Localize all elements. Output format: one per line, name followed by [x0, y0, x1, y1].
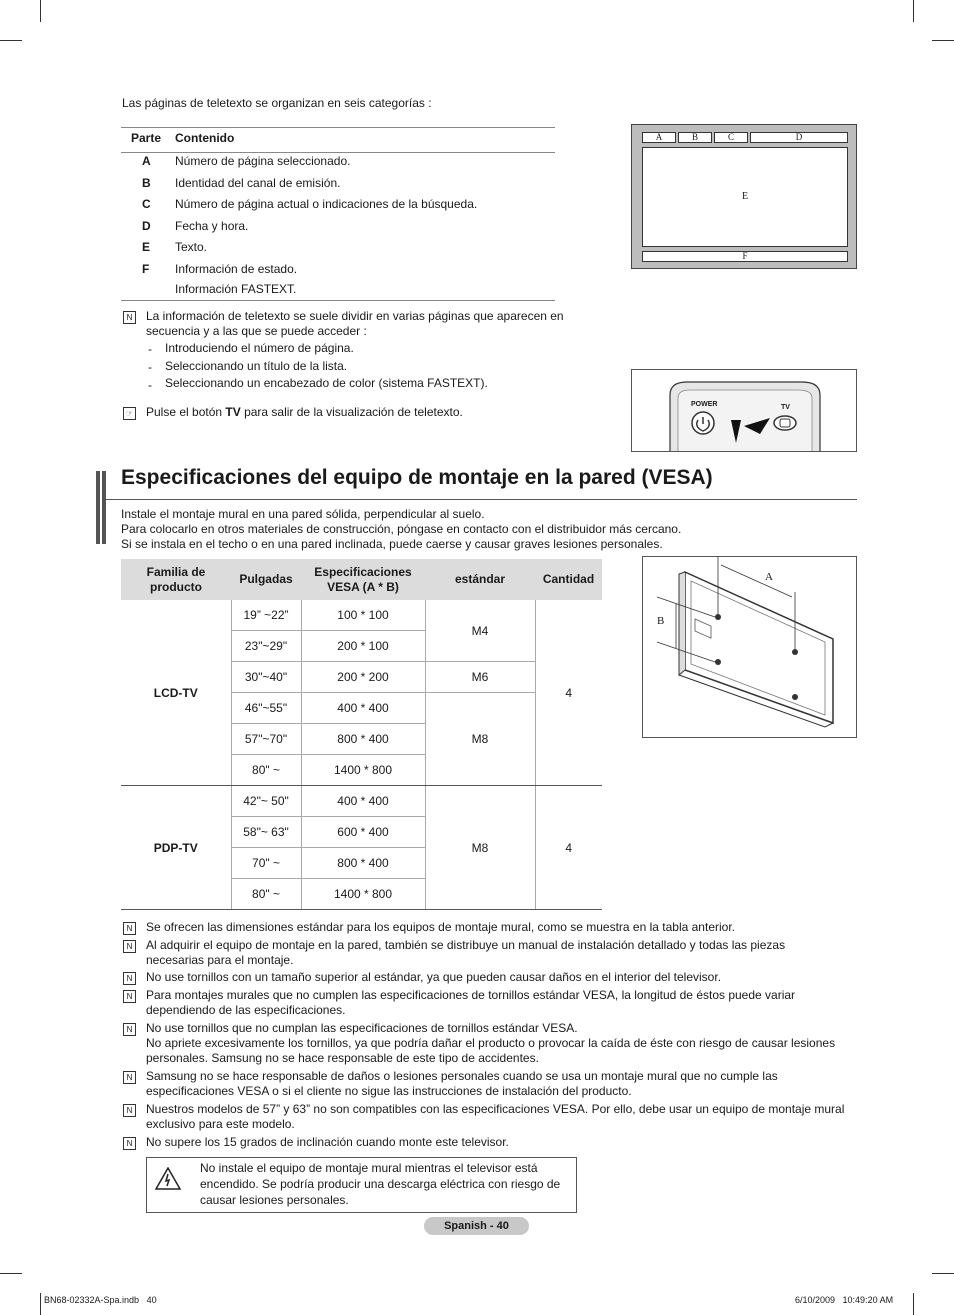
col-spec: Especificaciones VESA (A * B) — [301, 559, 425, 600]
tv-button-label: TV — [781, 404, 790, 411]
power-button-label: POWER — [691, 401, 718, 408]
table-row: 58"~ 63" 600 * 400 — [121, 817, 602, 848]
section-bar — [102, 471, 106, 544]
col-quantity: Cantidad — [535, 559, 602, 600]
exit-teletext-note: Pulse el botón TV para salir de la visualización de teletexto. — [146, 405, 463, 419]
note-icon: N — [123, 1137, 136, 1150]
col-family: Familia de producto — [121, 559, 231, 600]
dimension-a-label: A — [765, 571, 773, 583]
remote-control-icon — [632, 370, 856, 451]
col-standard: estándar — [425, 559, 535, 600]
table-row: PDP-TV 42"~ 50" 400 * 400 M8 4 — [121, 786, 602, 817]
table-row: 80" ~ 1400 * 800 — [121, 879, 602, 910]
note-icon: N — [123, 1023, 136, 1036]
note-icon: N — [123, 1071, 136, 1084]
bullet-dash: - — [148, 360, 152, 374]
teletext-screen-diagram: A B C D E F — [631, 124, 857, 269]
table-row: 70" ~ 800 * 400 — [121, 848, 602, 879]
note-icon: N — [123, 990, 136, 1003]
note-icon: N — [123, 311, 136, 324]
warning-icon — [155, 1167, 181, 1190]
table-row: 30"~40" 200 * 200 M6 — [121, 662, 602, 693]
table-row: 80" ~ 1400 * 800 — [121, 755, 602, 786]
section-bar — [96, 471, 100, 544]
col-contenido: Contenido — [175, 131, 235, 145]
table-row: LCD-TV 19” ~22” 100 * 100 M4 4 — [121, 600, 602, 631]
note-icon: N — [123, 972, 136, 985]
note-icon: N — [123, 922, 136, 935]
vesa-table — [121, 559, 602, 910]
teletext-intro: Las páginas de teletexto se organizan en seis categorías : — [122, 96, 432, 110]
table-row: 23"~29" 200 * 100 — [121, 631, 602, 662]
vesa-title: Especificaciones del equipo de montaje en la pared (VESA) — [121, 466, 713, 489]
dimension-b-label: B — [657, 615, 665, 627]
table-row: 46"~55" 400 * 400 M8 — [121, 693, 602, 724]
tv-back-diagram — [642, 556, 857, 738]
col-parte: Parte — [131, 131, 162, 145]
table-row: 57"~70" 800 * 400 — [121, 724, 602, 755]
file-name: BN68-02332A-Spa.indb 40 — [44, 1295, 157, 1305]
note-icon: N — [123, 1104, 136, 1117]
bullet-dash: - — [148, 378, 152, 392]
col-inches: Pulgadas — [231, 559, 301, 600]
remote-diagram — [631, 369, 857, 452]
bullet-dash: - — [148, 342, 152, 356]
page-number-badge: Spanish - 40 — [424, 1217, 529, 1235]
warning-box: No instale el equipo de montaje mural mientras el televisor está encendido. Se podría producir una descarga eléctrica con riesgo de causar lesiones personales. — [146, 1157, 577, 1213]
print-timestamp: 6/10/2009 10:49:20 AM — [795, 1295, 894, 1305]
hand-note-icon: ☞ — [123, 407, 136, 420]
tv-mounting-holes-icon — [643, 557, 856, 737]
table-header-row — [121, 559, 602, 600]
note-icon: N — [123, 940, 136, 953]
